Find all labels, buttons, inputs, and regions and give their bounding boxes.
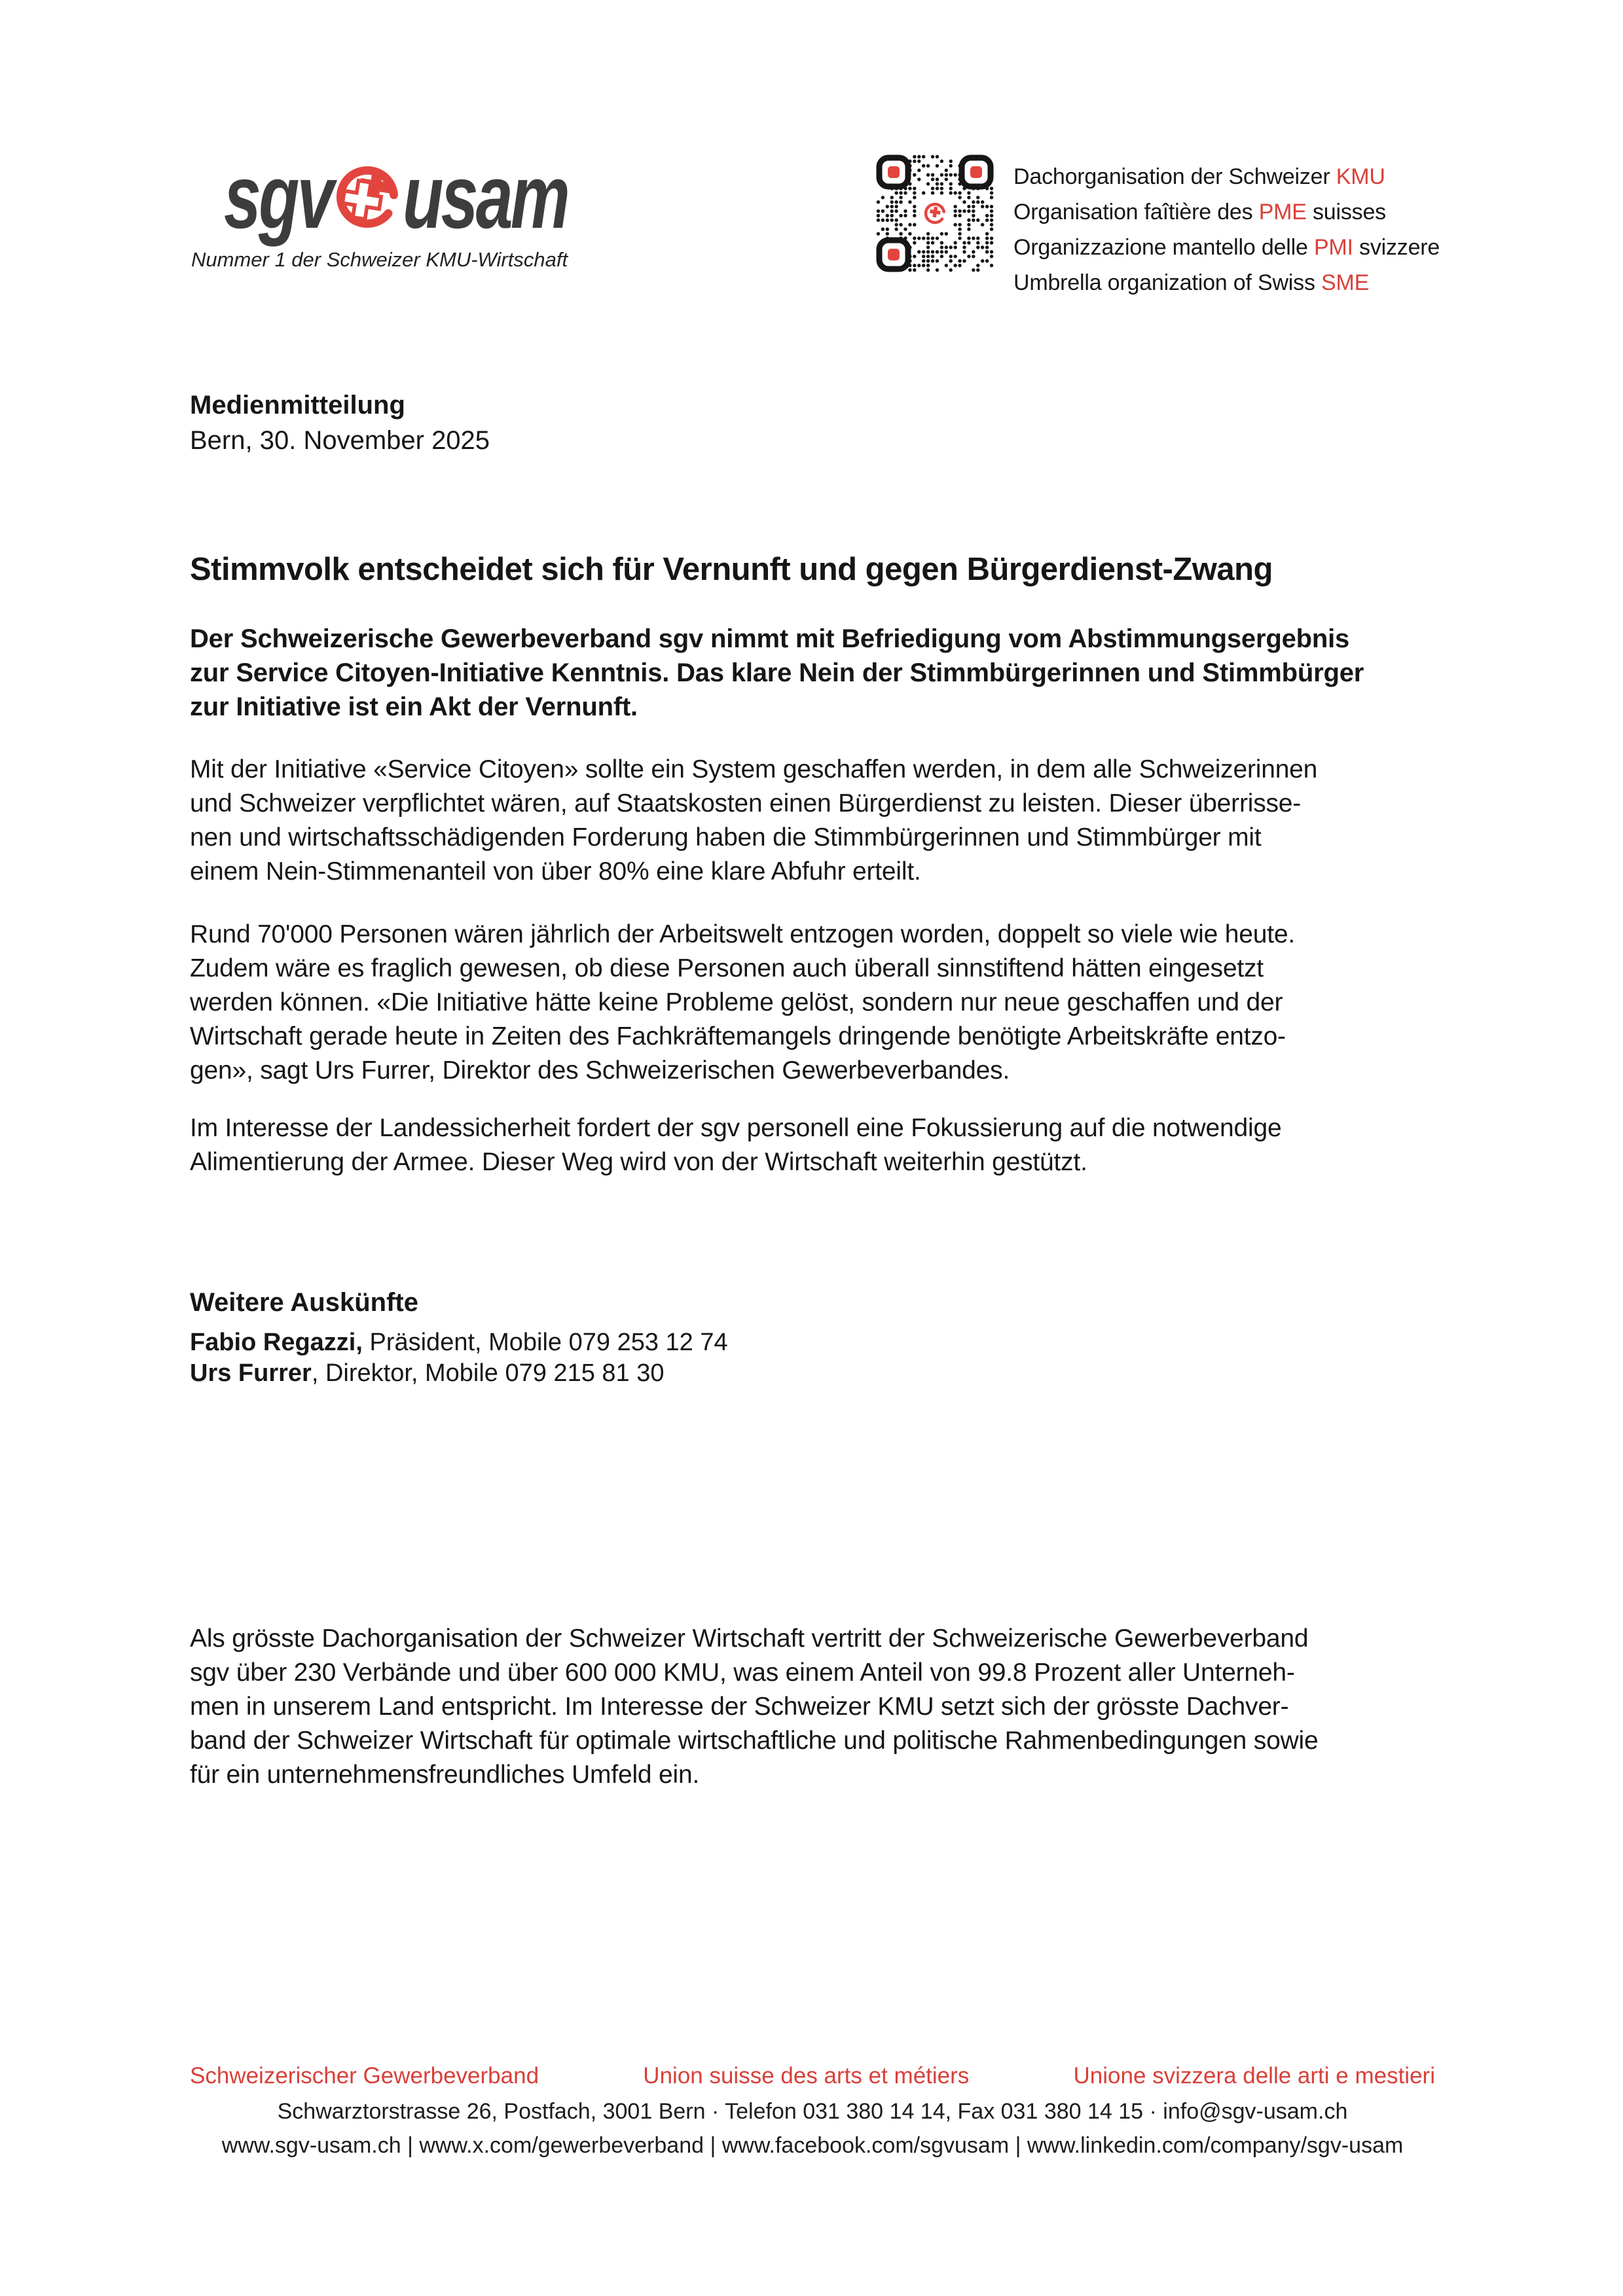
contact-details: , Direktor, Mobile 079 215 81 30 (311, 1359, 665, 1387)
contact-name: Urs Furrer (190, 1359, 312, 1387)
paragraph-2 (190, 918, 1473, 1088)
org-line-fr-abbr: PME (1258, 200, 1307, 224)
dateline: Bern, 30. November 2025 (190, 426, 490, 455)
document-type-label: Medienmitteilung (190, 391, 405, 420)
contacts-block (190, 1327, 728, 1389)
org-name-block (1013, 159, 1440, 300)
contact-row (190, 1358, 728, 1389)
text-line: Als grösste Dachorganisation der Schweizer Wirtschaft vertritt der Schweizerische Gewerbeverband (190, 1624, 1309, 1653)
footer-address-line: Schwarztorstrasse 26, Postfach, 3001 Bern · Telefon 031 380 14 14, Fax 031 380 14 15 · info@sgv-usam.ch (277, 2099, 1348, 2124)
footer-org-names (190, 2063, 1435, 2089)
org-line-de-abbr: KMU (1336, 164, 1385, 189)
paragraph-1 (190, 753, 1473, 889)
sgv-usam-logo (186, 148, 625, 246)
text-line: zur Initiative ist ein Akt der Vernunft. (190, 692, 638, 721)
logo-text-usam: usam (402, 146, 568, 247)
text-line: Im Interesse der Landessicherheit fordert der sgv personell eine Fokussierung auf die notwendige (190, 1114, 1282, 1142)
org-line-en (1013, 265, 1440, 300)
boilerplate-paragraph (190, 1622, 1473, 1792)
contact-row (190, 1327, 728, 1358)
lead-paragraph (190, 622, 1473, 724)
org-line-de-text: Dachorganisation der Schweizer (1013, 164, 1336, 189)
text-line: zur Service Citoyen-Initiative Kenntnis. Das klare Nein der Stimmbürgerinnen und Stimmbürger (190, 658, 1364, 687)
paragraph-3 (190, 1111, 1473, 1179)
text-line: men in unserem Land entspricht. Im Interesse der Schweizer KMU setzt sich der grösste Dachver- (190, 1693, 1289, 1721)
logo-tagline: Nummer 1 der Schweizer KMU-Wirtschaft (191, 248, 568, 271)
document-meta (190, 387, 490, 458)
text-line: Mit der Initiative «Service Citoyen» sollte ein System geschaffen werden, in dem alle Schweizerinnen (190, 755, 1318, 783)
org-line-fr-text: Organisation faîtière des (1013, 200, 1259, 224)
footer-org-it: Unione svizzera delle arti e mestieri (1073, 2063, 1435, 2089)
contact-details: Präsident, Mobile 079 253 12 74 (362, 1329, 728, 1356)
sgv-at-swiss-cross-icon (333, 152, 401, 242)
org-line-de (1013, 159, 1440, 194)
contacts-heading: Weitere Auskünfte (190, 1288, 418, 1317)
page-title: Stimmvolk entscheidet sich für Vernunft und gegen Bürgerdienst-Zwang (190, 552, 1273, 587)
text-line: Zudem wäre es fraglich gewesen, ob diese Personen auch überall sinnstiftend hätten eingesetzt (190, 954, 1264, 982)
logo-text-sgv: sgv (223, 146, 332, 247)
text-line: gen», sagt Urs Furrer, Direktor des Schweizerischen Gewerbeverbandes. (190, 1056, 1010, 1085)
org-line-en-text: Umbrella organization of Swiss (1013, 270, 1321, 295)
text-line: sgv über 230 Verbände und über 600 000 KMU, was einem Anteil von 99.8 Prozent aller Unterneh- (190, 1659, 1295, 1687)
qr-code (876, 154, 994, 272)
text-line: einem Nein-Stimmenanteil von über 80% eine klare Abfuhr erteilt. (190, 857, 921, 886)
footer-web-line: www.sgv-usam.ch | www.x.com/gewerbeverband | www.facebook.com/sgvusam | www.linkedin.com/company/sgv-usam (221, 2133, 1404, 2158)
text-line: und Schweizer verpflichtet wären, auf Staatskosten einen Bürgerdienst zu leisten. Dieser überrisse- (190, 789, 1302, 817)
text-line: nen und wirtschaftsschädigenden Forderung haben die Stimmbürgerinnen und Stimmbürger mit (190, 823, 1262, 852)
text-line: Alimentierung der Armee. Dieser Weg wird von der Wirtschaft weiterhin gestützt. (190, 1148, 1087, 1176)
text-line: Rund 70'000 Personen wären jährlich der Arbeitswelt entzogen worden, doppelt so viele wie heute. (190, 920, 1295, 948)
text-line: für ein unternehmensfreundliches Umfeld ein. (190, 1761, 700, 1789)
contact-name: Fabio Regazzi, (190, 1329, 363, 1356)
qr-code-image (876, 154, 994, 272)
org-line-fr: Organisation faîtière des PME suisses (1013, 200, 1386, 224)
text-line: werden können. «Die Initiative hätte keine Probleme gelöst, sondern nur neue geschaffen und der (190, 988, 1283, 1016)
footer-org-de: Schweizerischer Gewerbeverband (190, 2063, 539, 2089)
text-line: Der Schweizerische Gewerbeverband sgv nimmt mit Befriedigung vom Abstimmungsergebnis (190, 624, 1350, 653)
org-line-en-abbr: SME (1321, 270, 1370, 295)
org-line-it: Organizzazione mantello delle PMI svizzere (1013, 235, 1440, 260)
org-line-it-abbr: PMI (1313, 235, 1353, 260)
text-line: Wirtschaft gerade heute in Zeiten des Fachkräftemangels dringende benötigte Arbeitskräfte entzo- (190, 1022, 1286, 1050)
text-line: band der Schweizer Wirtschaft für optimale wirtschaftliche und politische Rahmenbedingungen sowie (190, 1727, 1319, 1755)
footer-org-fr: Union suisse des arts et métiers (643, 2063, 970, 2089)
org-line-it-text: Organizzazione mantello delle (1013, 235, 1314, 260)
